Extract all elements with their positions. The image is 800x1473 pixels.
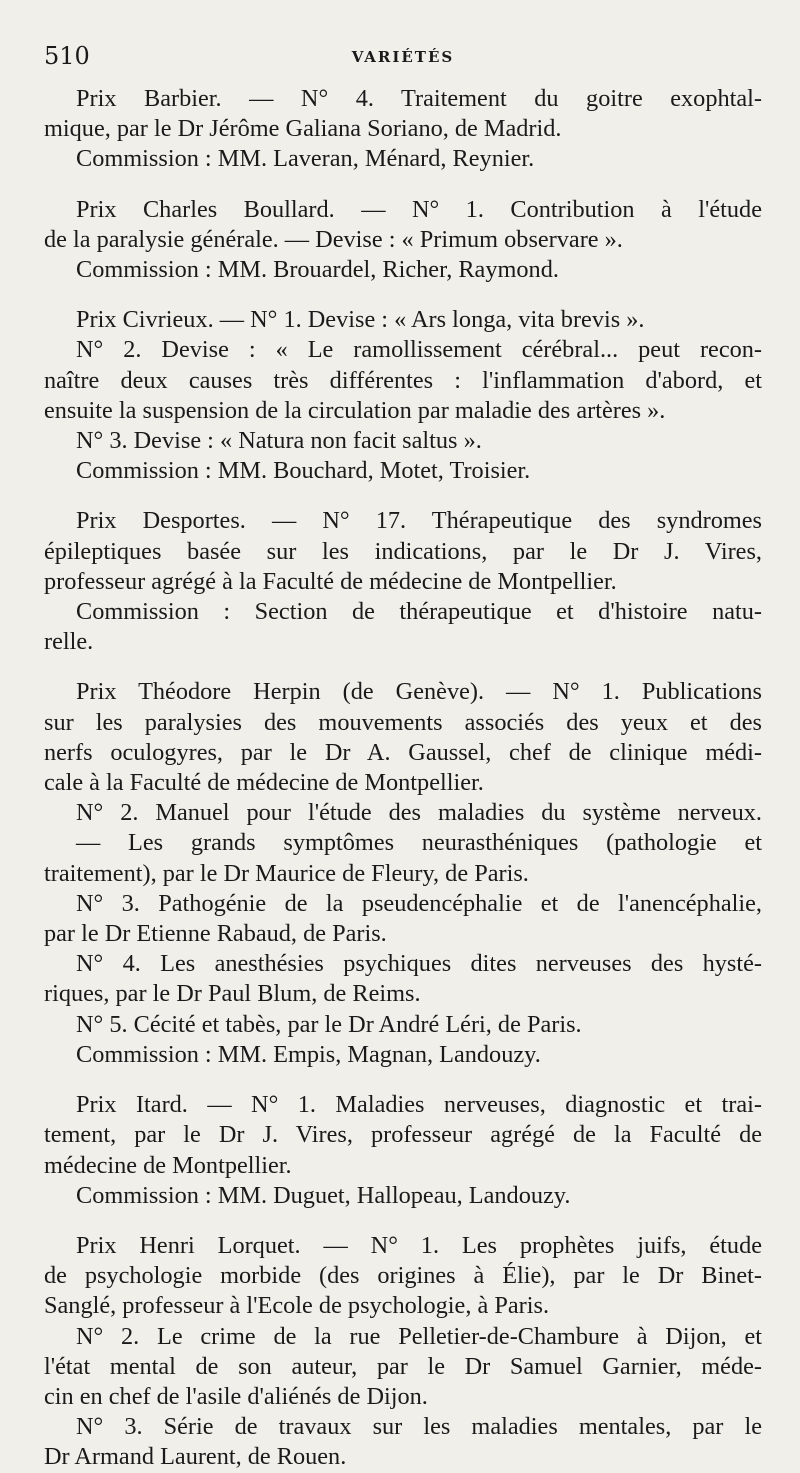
prize-entry	[44, 506, 762, 657]
section-gap	[44, 657, 762, 677]
text-line: Prix Théodore Herpin (de Genève). — N° 1. Publications	[76, 678, 762, 706]
text-line: Prix Civrieux. — N° 1. Devise : « Ars longa, vita brevis ».	[76, 306, 645, 334]
section-gap	[44, 1070, 762, 1090]
text-line: N° 4. Les anesthésies psychiques dites nerveuses des hysté-	[76, 950, 762, 978]
running-title: VARIÉTÉS	[351, 48, 455, 66]
prize-entry	[44, 1231, 762, 1473]
prize-entry	[44, 84, 762, 175]
text-line: cale à la Faculté de médecine de Montpellier.	[44, 769, 484, 797]
page-number: 510	[44, 42, 90, 70]
text-line: tement, par le Dr J. Vires, professeur agrégé de la Faculté de	[44, 1121, 762, 1149]
text-line: Commission : MM. Duguet, Hallopeau, Landouzy.	[76, 1181, 571, 1209]
text-line: Sanglé, professeur à l'Ecole de psychologie, à Paris.	[44, 1292, 550, 1320]
section-gap	[44, 1211, 762, 1231]
text-line: Commission : MM. Bouchard, Motet, Troisier.	[76, 457, 531, 485]
text-line: Commission : MM. Empis, Magnan, Landouzy.	[76, 1040, 541, 1068]
page-body	[44, 84, 762, 1473]
text-line: Prix Henri Lorquet. — N° 1. Les prophètes juifs, étude	[76, 1231, 762, 1259]
text-line: cin en chef de l'asile d'aliénés de Dijon.	[44, 1382, 428, 1410]
text-line: N° 3. Devise : « Natura non facit saltus ».	[76, 427, 482, 455]
text-line: Dr Armand Laurent, de Rouen.	[44, 1443, 347, 1471]
prize-entry	[44, 1090, 762, 1211]
section-gap	[44, 486, 762, 506]
text-line: riques, par le Dr Paul Blum, de Reims.	[44, 980, 421, 1008]
prize-entry	[44, 677, 762, 1070]
text-line: Prix Charles Boullard. — N° 1. Contribution à l'étude	[76, 195, 762, 223]
text-line: mique, par le Dr Jérôme Galiana Soriano, de Madrid.	[44, 115, 562, 143]
text-line: Prix Barbier. — N° 4. Traitement du goitre exophtal-	[76, 85, 762, 112]
prize-entry	[44, 305, 762, 486]
text-line: N° 2. Le crime de la rue Pelletier-de-Chambure à Dijon, et	[76, 1322, 762, 1350]
prize-entry	[44, 195, 762, 286]
section-gap	[44, 175, 762, 195]
text-line: Commission : Section de thérapeutique et d'histoire natu-	[76, 598, 762, 626]
text-line: relle.	[44, 628, 94, 656]
text-line: naître deux causes très différentes : l'inflammation d'abord, et	[44, 366, 762, 394]
text-line: médecine de Montpellier.	[44, 1151, 292, 1179]
text-line: sur les paralysies des mouvements associés des yeux et des	[44, 708, 762, 736]
text-line: par le Dr Etienne Rabaud, de Paris.	[44, 920, 387, 948]
page-header	[44, 36, 762, 84]
text-line: nerfs oculogyres, par le Dr A. Gaussel, chef de clinique médi-	[44, 738, 762, 766]
text-line: épileptiques basée sur les indications, par le Dr J. Vires,	[44, 537, 762, 565]
text-line: N° 3. Série de travaux sur les maladies mentales, par le	[76, 1413, 762, 1441]
text-line: professeur agrégé à la Faculté de médecine de Montpellier.	[44, 567, 617, 595]
text-line: Commission : MM. Brouardel, Richer, Raymond.	[76, 256, 559, 284]
text-line: — Les grands symptômes neurasthéniques (pathologie et	[76, 829, 762, 857]
text-line: de psychologie morbide (des origines à Élie), par le Dr Binet-	[44, 1262, 762, 1290]
text-line: l'état mental de son auteur, par le Dr Samuel Garnier, méde-	[44, 1352, 762, 1380]
text-line: Prix Itard. — N° 1. Maladies nerveuses, diagnostic et trai-	[76, 1091, 762, 1119]
text-line: Commission : MM. Laveran, Ménard, Reynier.	[76, 145, 535, 173]
text-line: de la paralysie générale. — Devise : « Primum observare ».	[44, 225, 623, 253]
text-line: traitement), par le Dr Maurice de Fleury, de Paris.	[44, 859, 529, 887]
text-line: N° 5. Cécité et tabès, par le Dr André Léri, de Paris.	[76, 1010, 582, 1038]
text-line: N° 2. Manuel pour l'étude des maladies du système nerveux.	[76, 799, 762, 827]
text-line: N° 2. Devise : « Le ramollissement cérébral... peut recon-	[76, 336, 762, 364]
section-gap	[44, 285, 762, 305]
text-line: N° 3. Pathogénie de la pseudencéphalie et de l'anencéphalie,	[76, 889, 762, 917]
text-line: Prix Desportes. — N° 17. Thérapeutique des syndromes	[76, 507, 762, 535]
text-line: ensuite la suspension de la circulation par maladie des artères ».	[44, 396, 666, 424]
